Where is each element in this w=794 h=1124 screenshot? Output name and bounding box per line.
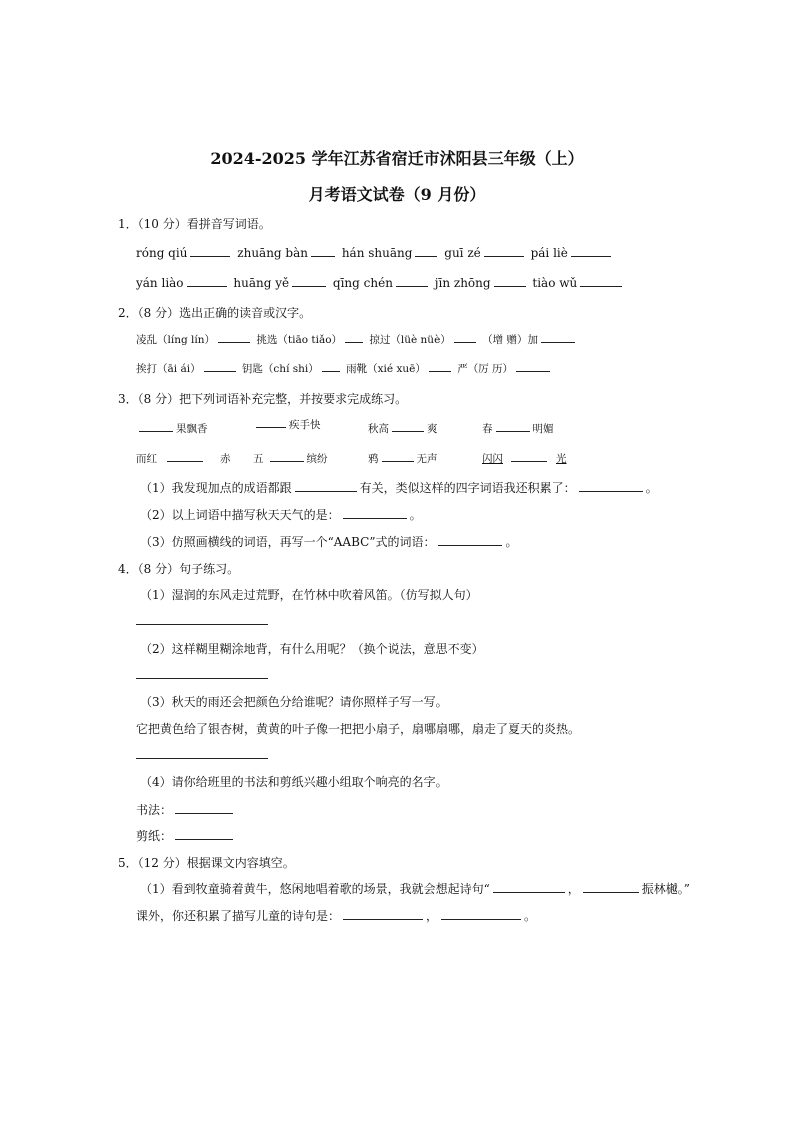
- q2-header: 2．（8 分）选出正确的读音或汉字。: [118, 306, 312, 320]
- answer-blank[interactable]: [343, 908, 423, 920]
- answer-blank[interactable]: [322, 360, 340, 372]
- answer-blank[interactable]: [571, 245, 611, 257]
- answer-blank[interactable]: [580, 275, 622, 287]
- pinyin-item: hán shuāng: [341, 246, 413, 260]
- idiom-blank-7: 鸦 无声: [368, 450, 438, 466]
- answer-blank[interactable]: [311, 245, 335, 257]
- answer-blank[interactable]: [415, 245, 437, 257]
- pinyin-item: tiào wǔ: [532, 276, 578, 290]
- idiom-blank-4: 春 明媚: [482, 420, 554, 436]
- q4-s3-example: 它把黄色给了银杏树，黄黄的叶子像一把把小扇子，扇哪扇哪，扇走了夏天的炎热。: [136, 722, 581, 736]
- answer-blank[interactable]: [175, 828, 233, 840]
- answer-blank[interactable]: [295, 480, 357, 492]
- q1-row2: [136, 275, 625, 290]
- q3-header: 3．（8 分）把下列词语补充完整，并按要求完成练习。: [118, 392, 408, 406]
- answer-blank[interactable]: [484, 245, 524, 257]
- q5-s1-extra: 课外，你还积累了描写儿童的诗句是： ， 。: [136, 909, 537, 923]
- answer-blank[interactable]: [516, 360, 550, 372]
- answer-blank[interactable]: [429, 360, 451, 372]
- pinyin-item: yán liào: [136, 276, 184, 290]
- idiom-blank-1: 果飘香: [136, 420, 208, 436]
- pinyin-item: pái liè: [530, 246, 568, 260]
- answer-blank[interactable]: [441, 908, 521, 920]
- answer-blank[interactable]: [343, 507, 407, 519]
- choice-item: 钥匙（chí shi）: [241, 363, 319, 375]
- answer-blank[interactable]: [494, 275, 526, 287]
- choice-item: 雨靴（xié xuē）: [346, 363, 426, 375]
- q4-s2: （2）这样糊里糊涂地背，有什么用呢？（换个说法，意思不变）: [140, 642, 484, 656]
- idiom-blank-6: 五 缤纷: [253, 450, 328, 466]
- idiom-blank-3: 秋高 爽: [368, 420, 438, 436]
- answer-blank[interactable]: [454, 331, 476, 343]
- answer-line[interactable]: [136, 624, 268, 625]
- q4-s3: （3）秋天的雨还会把颜色分给谁呢？请你照样子写一写。: [140, 695, 448, 709]
- q1-header: 1．（10 分）看拼音写词语。: [118, 217, 271, 231]
- q3-sub3: （3）仿照画横线的词语，再写一个“AABC”式的词语： 。: [140, 535, 518, 549]
- exam-title-line2: 月考语文试卷（9 月份）: [308, 185, 486, 204]
- jianzhi-name-field: 剪纸：: [136, 827, 236, 844]
- answer-blank[interactable]: [187, 275, 227, 287]
- pinyin-item: guī zé: [444, 246, 481, 260]
- choice-item: 严（厉 历）: [457, 363, 514, 375]
- q4-header: 4．（8 分）句子练习。: [118, 562, 240, 576]
- q2-row1: [136, 331, 578, 347]
- answer-blank[interactable]: [190, 245, 230, 257]
- q4-s1: （1）湿润的东风走过荒野，在竹林中吹着风笛。（仿写拟人句）: [140, 588, 478, 602]
- q3-sub2: （2）以上词语中描写秋天天气的是： 。: [140, 508, 422, 522]
- answer-blank[interactable]: [175, 802, 233, 814]
- pinyin-item: jīn zhōng: [434, 276, 491, 290]
- answer-blank[interactable]: [579, 480, 643, 492]
- pinyin-item: qīng chén: [332, 276, 393, 290]
- shufa-name-field: 书法：: [136, 801, 236, 818]
- answer-blank[interactable]: [438, 534, 502, 546]
- q4-s4: （4）请你给班里的书法和剪纸兴趣小组取个响亮的名字。: [140, 775, 448, 789]
- answer-blank[interactable]: [541, 331, 575, 343]
- q3-sub1: （1）我发现加点的成语都跟 有关，类似这样的四字词语我还积累了： 。: [140, 481, 658, 495]
- q5-header: 5．（12 分）根据课文内容填空。: [118, 856, 295, 870]
- q1-row1: [136, 245, 614, 260]
- pinyin-item: róng qiú: [136, 246, 188, 260]
- answer-blank[interactable]: [396, 275, 428, 287]
- answer-blank[interactable]: [204, 360, 236, 372]
- answer-blank[interactable]: [493, 881, 565, 893]
- q2-row2: [136, 360, 553, 376]
- answer-blank[interactable]: [292, 275, 326, 287]
- pinyin-item: zhuāng bàn: [237, 246, 308, 260]
- pinyin-item: huāng yě: [233, 276, 290, 290]
- answer-line[interactable]: [136, 678, 268, 679]
- answer-blank[interactable]: [345, 331, 363, 343]
- choice-item: 挨打（āi ái）: [136, 363, 201, 375]
- choice-item: 挑选（tiāo tiǎo）: [256, 334, 343, 346]
- idiom-blank-5: 而红 赤: [136, 450, 231, 466]
- choice-item: （增 赠）加: [482, 334, 538, 346]
- idiom-blank-8: 闪闪 光: [482, 450, 567, 466]
- answer-line[interactable]: [136, 758, 268, 759]
- answer-blank[interactable]: [583, 881, 639, 893]
- choice-item: 凌乱（líng lín）: [136, 334, 216, 346]
- exam-title-line1: 2024-2025 学年江苏省宿迁市沭阳县三年级（上）: [210, 149, 584, 168]
- idiom-blank-2: 疾手快: [253, 416, 321, 432]
- answer-blank[interactable]: [218, 331, 250, 343]
- q5-s1: （1）看到牧童骑着黄牛，悠闲地唱着歌的场景，我就会想起诗句“ ， 振林樾。”: [140, 882, 690, 896]
- choice-item: 掠过（lüè nüè）: [369, 334, 451, 346]
